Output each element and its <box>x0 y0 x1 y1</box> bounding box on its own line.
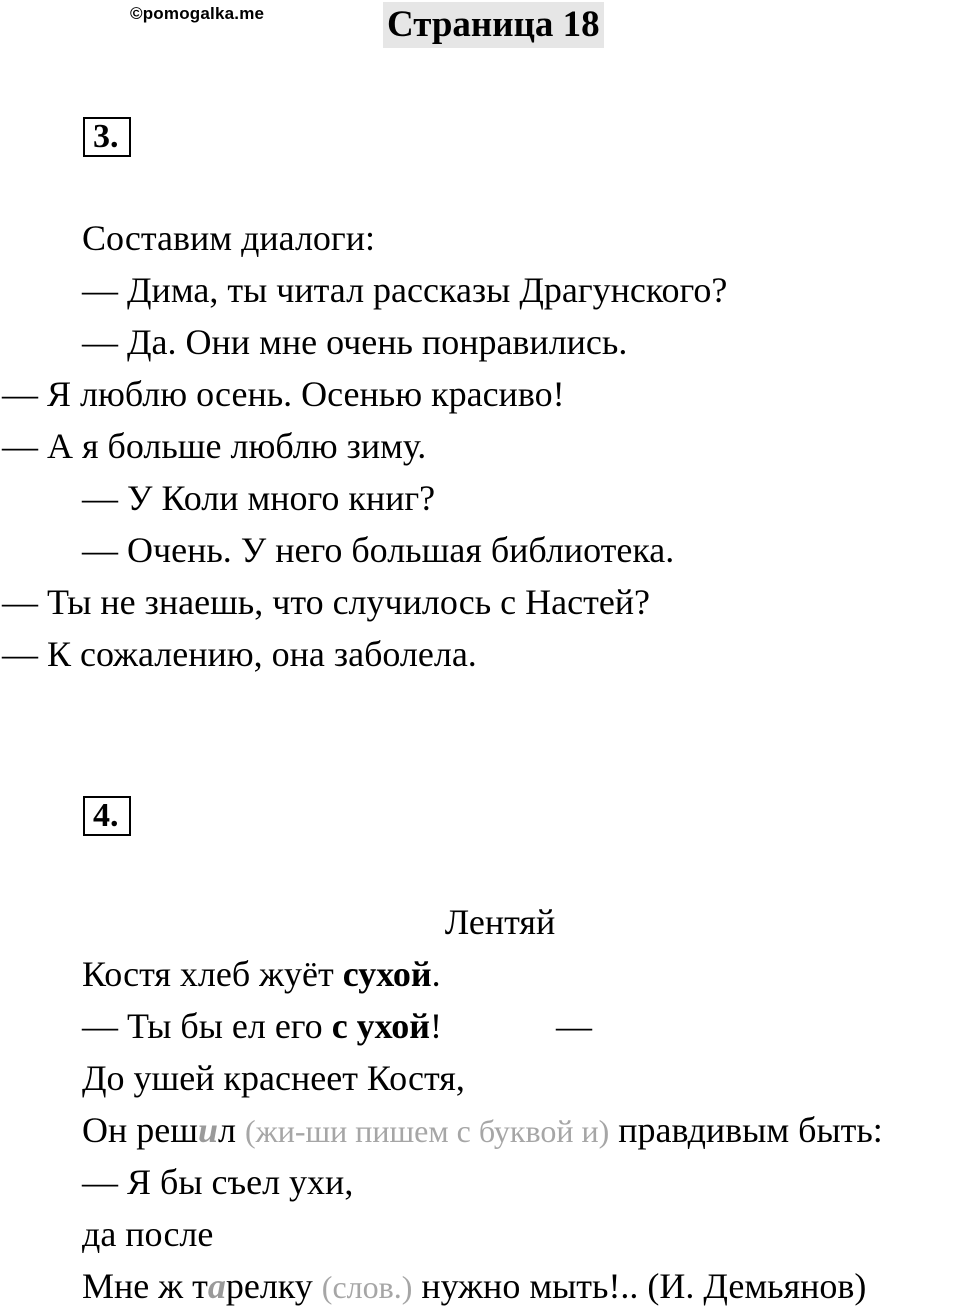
poem-line-7 <box>82 1260 866 1313</box>
poem-line-1-bold: сухой <box>342 954 432 994</box>
task3-line-3: — Да. Они мне очень понравились. <box>82 322 628 362</box>
task-number-4: 4. <box>83 796 131 836</box>
poem-line-1-end: . <box>431 954 441 994</box>
poem-line-4 <box>82 1104 883 1157</box>
poem-line-7-hint: (слов.) <box>321 1269 413 1305</box>
poem-line-2-bold: с ухой <box>331 1006 431 1046</box>
task3-line-8: — Ты не знаешь, что случилось с Настей? <box>2 582 651 622</box>
poem-line-2-start: — Ты бы ел его <box>82 1006 332 1046</box>
poem-line-4-highlight-letter: и <box>197 1110 218 1150</box>
task3-line-6: — У Коли много книг? <box>82 478 436 518</box>
poem-line-6: да после <box>82 1214 214 1254</box>
task3-line-9: — К сожалению, она заболела. <box>2 634 477 674</box>
poem-title: Лентяй <box>444 902 556 942</box>
poem-line-3: До ушей краснеет Костя, <box>82 1058 465 1098</box>
poem-line-7-highlight-letter: а <box>207 1266 226 1306</box>
poem-line-7-end: нужно мыть!.. (И. Демьянов) <box>421 1266 867 1306</box>
poem-line-2-dash: — <box>556 1006 592 1046</box>
task3-line-2: — Дима, ты читал рассказы Драгунского? <box>82 270 728 310</box>
poem-line-7-mid: релку <box>225 1266 313 1306</box>
page-title: Страница 18 <box>383 2 604 48</box>
poem-line-4-end: правдивым быть: <box>618 1110 883 1150</box>
poem-line-5: — Я бы съел ухи, <box>82 1162 354 1202</box>
task3-line-7: — Очень. У него большая библиотека. <box>82 530 675 570</box>
task3-line-5: — А я больше люблю зиму. <box>2 426 427 466</box>
poem-line-4-start: Он реш <box>82 1110 198 1150</box>
task3-line-4: — Я люблю осень. Осенью красиво! <box>2 374 565 414</box>
task-number-3: 3. <box>83 117 131 157</box>
poem-line-2 <box>82 1000 442 1052</box>
poem-line-7-start: Мне ж т <box>82 1266 208 1306</box>
poem-line-1 <box>82 948 441 1000</box>
watermark: ©pomogalka.me <box>130 4 265 23</box>
task3-line-1: Составим диалоги: <box>82 218 375 258</box>
poem-line-4-mid: л <box>218 1110 236 1150</box>
poem-line-1-start: Костя хлеб жуёт <box>82 954 343 994</box>
poem-line-4-hint: (жи-ши пишем с буквой и) <box>244 1113 610 1149</box>
poem-line-2-end: ! <box>430 1006 443 1046</box>
